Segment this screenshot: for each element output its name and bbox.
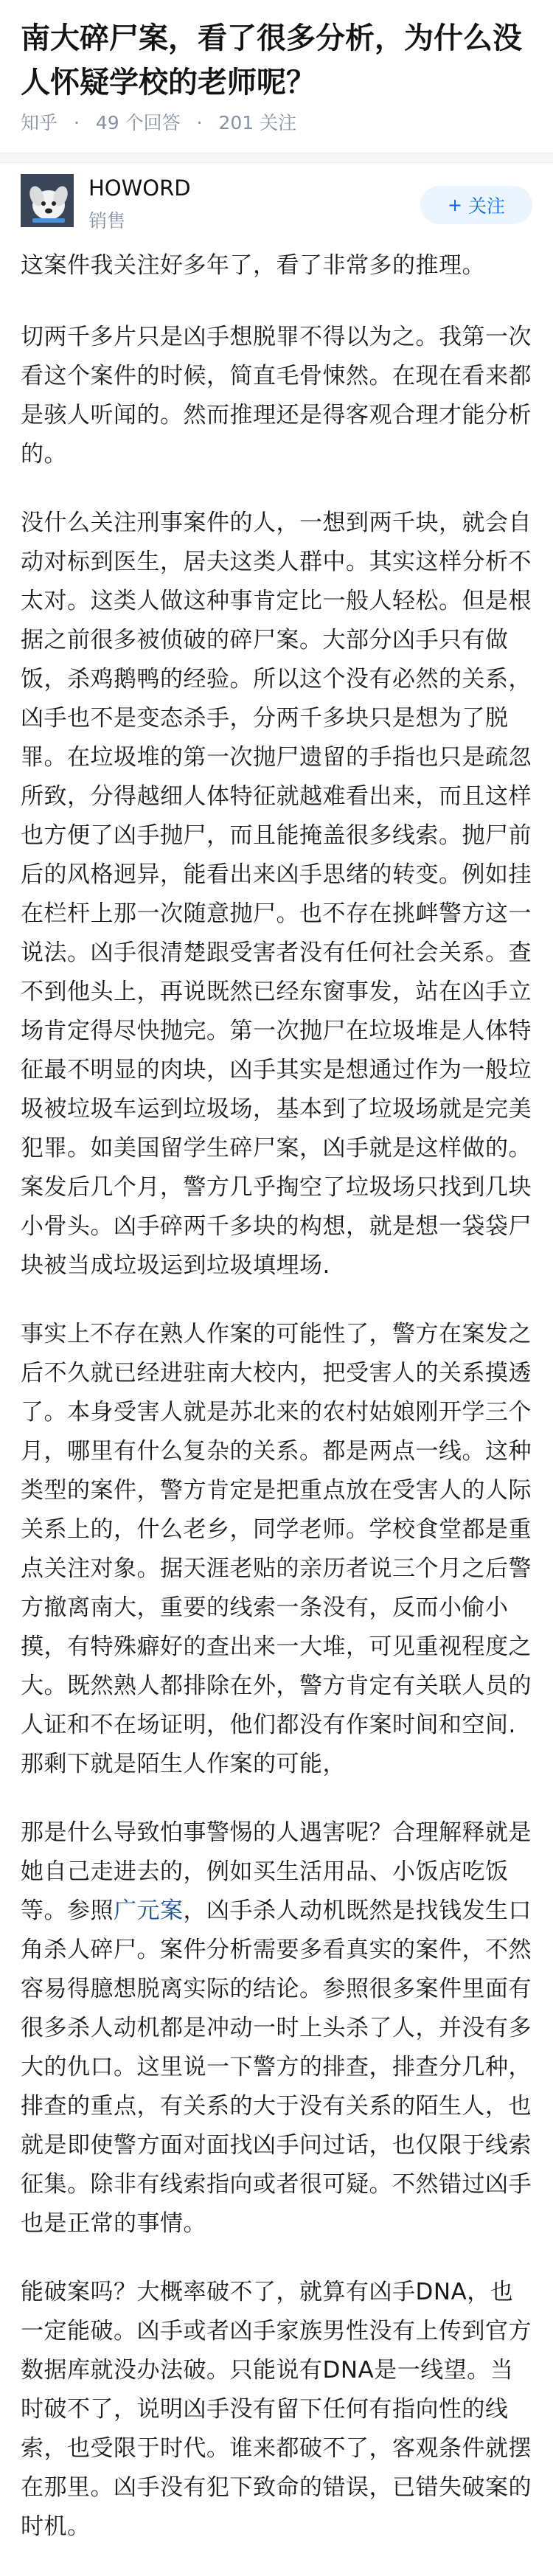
question-title[interactable]: 南大碎尸案，看了很多分析，为什么没人怀疑学校的老师呢？	[21, 21, 522, 100]
answer-paragraph: 能破案吗？大概率破不了，就算有凶手DNA，也一定能破。凶手或者凶手家族男性没有上传到官方数据库就没办法破。只能说有DNA是一线望。当时破不了，说明凶手没有留下任何有指向性的线索，也受限于时代。谁来都破不了，客观条件就摆在那里。凶手没有犯下致命的错误，已错失破案的时机。	[21, 2279, 532, 2540]
section-divider	[0, 153, 553, 163]
answer-content	[21, 246, 532, 2576]
author-name[interactable]: HOWORD	[88, 176, 191, 201]
source-label[interactable]: 知乎	[21, 112, 58, 133]
answer-paragraph: 事实上不存在熟人作案的可能性了，警方在案发之后不久就已经进驻南大校内，把受害人的关系摸透了。本身受害人就是苏北来的农村姑娘刚开学三个月，哪里有什么复杂的关系。都是两点一线。这种类型的案件，警方肯定是把重点放在受害人的人际关系上的，什么老乡，同学老师。学校食堂都是重点关注对象。据天涯老贴的亲历者说三个月之后警方撤离南大，重要的线索一条没有，反而小偷小摸，有特殊癖好的查出来一大堆，可见重视程度之大。既然熟人都排除在外，警方肯定有关联人员的人证和不在场证明，他们都没有作案时间和空间.那剩下就是陌生人作案的可能，	[21, 1321, 532, 1777]
answer-paragraph	[21, 1813, 532, 2243]
answer-count[interactable]: 49 个回答	[95, 112, 181, 133]
follower-count[interactable]: 201 关注	[218, 112, 297, 133]
author-card	[21, 174, 532, 233]
question-meta	[21, 108, 296, 135]
dog-avatar-icon	[21, 174, 74, 227]
answer-paragraph: 这案件我关注好多年了，看了非常多的推理。	[21, 252, 485, 279]
follow-button[interactable]	[420, 186, 532, 224]
answer-paragraph: 切两千多片只是凶手想脱罪不得以为之。我第一次看这个案件的时候，简直毛骨悚然。在现在看来都是骇人听闻的。然而推理还是得客观合理才能分析的。	[21, 324, 532, 468]
guangyuan-case-link[interactable]: 广元案	[114, 1898, 184, 1924]
meta-separator: ·	[73, 112, 80, 133]
author-bio: 销售	[88, 210, 126, 232]
paragraph-text: ，凶手杀人动机既然是找钱发生口角杀人碎尸。案件分析需要多看真实的案件，不然容易得臆想脱离实际的结论。参照很多案件里面有很多杀人动机都是冲动一时上头杀了人，并没有多大的仇口。这里说一下警方的排查，排查分几种，排查的重点，有关系的大于没有关系的陌生人，也就是即使警方面对面找凶手问过话，也仅限于线索征集。除非有线索指向或者很可疑。不然错过凶手也是正常的事情。	[21, 1898, 532, 2237]
paragraph-text: 那是什么导致怕事警惕的人遇害呢？合理解释就是她自己走进去的，例如买生活用品、小饭店吃饭等。参照	[21, 1819, 532, 1924]
meta-separator: ·	[196, 112, 203, 133]
follow-label: 关注	[468, 195, 506, 217]
answer-paragraph: 没什么关注刑事案件的人，一想到两千块，就会自动对标到医生，居夫这类人群中。其实这样分析不太对。这类人做这种事肯定比一般人轻松。但是根据之前很多被侦破的碎尸案。大部分凶手只有做饭，杀鸡鹅鸭的经验。所以这个没有必然的关系，凶手也不是变态杀手，分两千多块只是想为了脱罪。在垃圾堆的第一次抛尸遗留的手指也只是疏忽所致，分得越细人体特征就越难看出来，而且这样也方便了凶手抛尸，而且能掩盖很多线索。抛尸前后的风格迥异，能看出来凶手思绪的转变。例如挂在栏杆上那一次随意抛尸。也不存在挑衅警方这一说法。凶手很清楚跟受害者没有任何社会关系。查不到他头上，再说既然已经东窗事发，站在凶手立场肯定得尽快抛完。第一次抛尸在垃圾堆是人体特征最不明显的肉块，凶手其实是想通过作为一般垃圾被垃圾车运到垃圾场，基本到了垃圾场就是完美犯罪。如美国留学生碎尸案，凶手就是这样做的。案发后几个月，警方几乎掏空了垃圾场只找到几块小骨头。凶手碎两千多块的构想，就是想一袋袋尸块被当成垃圾运到垃圾填埋场.	[21, 510, 532, 1279]
avatar[interactable]	[21, 174, 74, 227]
plus-icon: +	[447, 195, 463, 215]
